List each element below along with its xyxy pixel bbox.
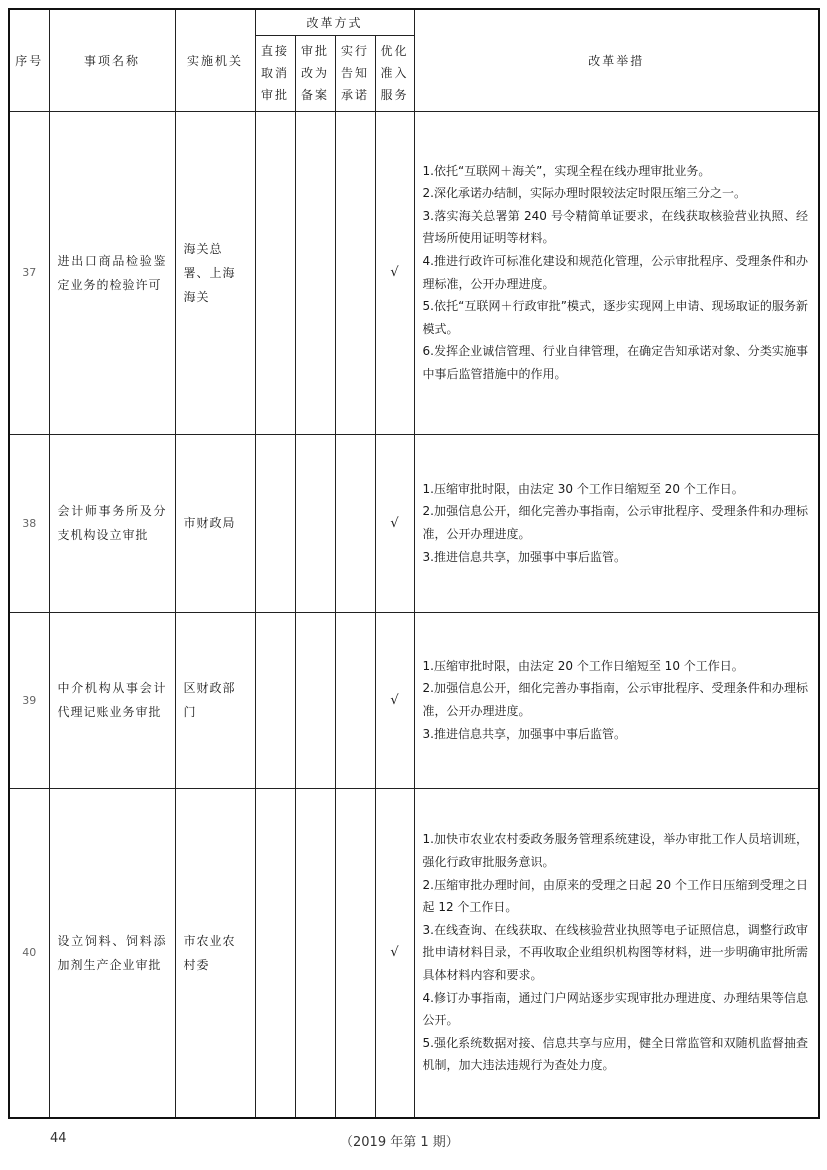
table-row: [9, 434, 819, 612]
header-direct-cancel: 直接 取消 审批: [255, 35, 295, 111]
header-seq: 序号: [9, 9, 49, 111]
row-seq: 38: [9, 434, 49, 612]
header-to-filing: 审批 改为 备案: [295, 35, 335, 111]
row-agency: 海关总署、上海海关: [175, 111, 255, 434]
row-check: √: [375, 111, 414, 434]
row-name: 设立饲料、饲料添加剂生产企业审批: [49, 788, 175, 1118]
table-row: [9, 788, 819, 1118]
row-seq: 37: [9, 111, 49, 434]
header-measures: 改革举措: [414, 9, 819, 111]
row-name: 中介机构从事会计代理记账业务审批: [49, 612, 175, 788]
row-name: 会计师事务所及分支机构设立审批: [49, 434, 175, 612]
table-row: [9, 111, 819, 434]
row-agency: 市农业农村委: [175, 788, 255, 1118]
row-agency: 区财政部门: [175, 612, 255, 788]
page-number: 44: [50, 1131, 67, 1146]
row-measures: 1.压缩审批时限，由法定 30 个工作日缩短至 20 个工作日。 2.加强信息公开，细化完善办事指南，公示审批程序、受理条件和办理标准，公开办理进度。 3.推进信息共享，加强事中事后监管。: [414, 434, 819, 612]
table-row: [9, 612, 819, 788]
header-commitment: 实行 告知 承诺: [335, 35, 375, 111]
reform-table: [8, 8, 820, 1119]
row-agency: 市财政局: [175, 434, 255, 612]
header-agency: 实施机关: [175, 9, 255, 111]
row-seq: 39: [9, 612, 49, 788]
header-reform-method: 改革方式: [255, 9, 414, 35]
issue-label: （2019 年第 1 期）: [340, 1135, 459, 1150]
header-name: 事项名称: [49, 9, 175, 111]
header-optimize: 优化 准入 服务: [375, 35, 414, 111]
row-measures: 1.加快市农业农村委政务服务管理系统建设，举办审批工作人员培训班，强化行政审批服务意识。 2.压缩审批办理时间，由原来的受理之日起 20 个工作日压缩到受理之日起 12 个工作日。 3.在线查询、在线获取、在线核验营业执照等电子证照信息，调整行政审批申请材料目录，不再收取企业组织机构图等材料，进一步明确审批所需具体材料内容和要求。 4.修订办事指南，通过门户网站逐步实现审批办理进度、办理结果等信息公开。 5.强化系统数据对接、信息共享与应用，健全日常监管和双随机监督抽查机制，加大违法违规行为查处力度。: [414, 788, 819, 1118]
row-measures: 1.依托“互联网＋海关”，实现全程在线办理审批业务。 2.深化承诺办结制，实际办理时限较法定时限压缩三分之一。 3.落实海关总署第 240 号令精简单证要求，在线获取核验营业执照、经营场所使用证明等材料。 4.推进行政许可标准化建设和规范化管理，公示审批程序、受理条件和办理标准，公开办理进度。 5.依托“互联网＋行政审批”模式，逐步实现网上申请、现场取证的服务新模式。 6.发挥企业诚信管理、行业自律管理，在确定告知承诺对象、分类实施事中事后监管措施中的作用。: [414, 111, 819, 434]
row-measures: 1.压缩审批时限，由法定 20 个工作日缩短至 10 个工作日。 2.加强信息公开，细化完善办事指南，公示审批程序、受理条件和办理标准，公开办理进度。 3.推进信息共享，加强事中事后监管。: [414, 612, 819, 788]
row-seq: 40: [9, 788, 49, 1118]
row-name: 进出口商品检验鉴定业务的检验许可: [49, 111, 175, 434]
row-check: √: [375, 612, 414, 788]
row-check: √: [375, 788, 414, 1118]
row-check: √: [375, 434, 414, 612]
